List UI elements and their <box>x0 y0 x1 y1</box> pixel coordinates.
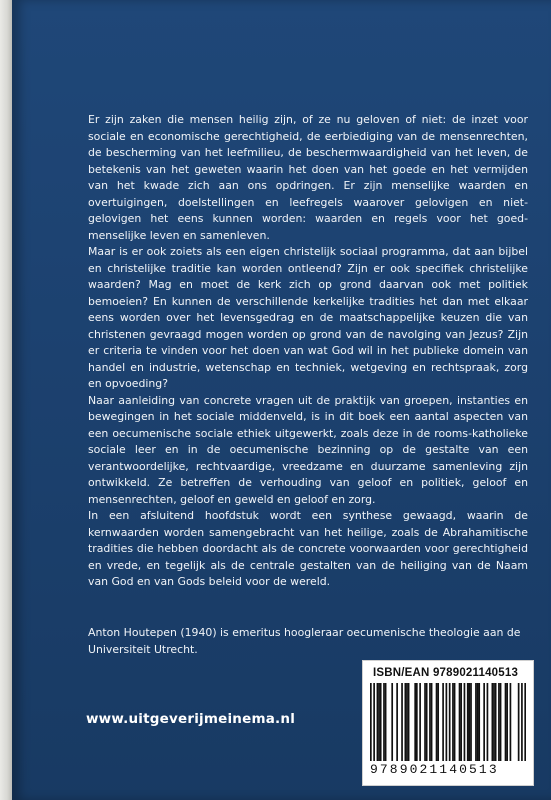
blurb-paragraph-4: In een afsluitend hoofdstuk wordt een synthese gewaagd, waarin de kernwaarden worden samengebracht van het heilige, zoals de Abrahamitische tradities die hebben doordacht als de concrete voorwaarden voor gerechtigheid en vrede, en tegelijk als de centrale gestalten van de heiliging van de Naam van God en van Gods beleid voor de wereld. <box>88 509 528 588</box>
barcode-bar <box>449 683 451 761</box>
barcode-bar <box>487 683 489 761</box>
barcode-bar <box>469 683 471 761</box>
barcode-bar <box>493 683 495 761</box>
barcode-sticker <box>362 660 534 786</box>
barcode-bar <box>483 683 485 761</box>
barcode-bar <box>414 683 416 761</box>
barcode-bar <box>385 683 387 761</box>
barcode-bar <box>454 683 456 761</box>
barcode-bar <box>442 683 444 761</box>
barcode-bar <box>391 683 393 761</box>
publisher-website: www.uitgeverijmeinema.nl <box>86 711 296 727</box>
barcode-bar <box>429 683 431 761</box>
barcode-bar <box>477 683 479 761</box>
barcode-image <box>370 683 526 761</box>
barcode-bar <box>478 683 480 761</box>
blurb-paragraph-1: Er zijn zaken die mensen heilig zijn, of ze nu geloven of niet: de inzet voor sociale en economische gerechtigheid, de eerbiediging van de mensenrechten, de bescherming van het leefmilieu, de beschermwaardigheid van het leven, de betekenis van het geweten waarin het doen van het goede en het vermijden van het kwade zich aan ons opdringen. Er zijn menselijke waarden en overtuigingen, doelstellingen en leefregels waarover gelovigen en niet-gelovigen het eens kunnen worden: waarden en regels voor het goed-menselijke leven en samenleven. <box>88 113 528 242</box>
barcode-bar <box>437 683 439 761</box>
barcode-bar <box>475 683 477 761</box>
barcode-bar <box>426 683 428 761</box>
barcode-bar <box>436 683 438 761</box>
barcode-bar <box>452 683 454 761</box>
barcode-bar <box>524 683 526 761</box>
isbn-label: ISBN/EAN 9789021140513 <box>373 667 519 679</box>
barcode-bar <box>419 683 421 761</box>
barcode-bar <box>495 683 497 761</box>
barcode-bar <box>377 683 379 761</box>
barcode-bar <box>373 683 375 761</box>
barcode-bar <box>506 683 508 761</box>
barcode-bar <box>460 683 462 761</box>
author-note: Anton Houtepen (1940) is emeritus hoogleraar oecumenische theologie aan de Universiteit Utrecht. <box>88 626 521 656</box>
barcode-bar <box>380 683 382 761</box>
barcode-bar <box>498 683 500 761</box>
barcode-bar <box>467 683 469 761</box>
barcode-bar <box>464 683 466 761</box>
barcode-bar <box>383 683 385 761</box>
barcode-bar <box>396 683 398 761</box>
barcode-bar <box>431 683 433 761</box>
barcode-bar <box>408 683 410 761</box>
barcode-bar <box>424 683 426 761</box>
barcode-bar <box>492 683 494 761</box>
barcode-digits: 9789021140513 <box>370 762 499 777</box>
page-edge <box>0 0 12 800</box>
barcode-bar <box>505 683 507 761</box>
blurb-text <box>88 112 528 591</box>
barcode-bar <box>446 683 448 761</box>
barcode-bar <box>404 683 406 761</box>
blurb-paragraph-2: Maar is er ook zoiets als een eigen christelijk sociaal programma, dat aan bijbel en christelijke traditie kan worden ontleend? Zijn er ook specifiek christelijke waarden? Mag en moet de kerk zich op grond daarvan ook met politiek bemoeien? En kunnen de verschillende kerkelijke tradities het dan met elkaar eens worden over het levensgedrag en de maatschappelijke keuzen die van christenen gevraagd mogen worden op grond van de navolging van Jezus? Zijn er criteria te vinden voor het doen van wat God wil in het publieke domein van handel en industrie, wetenschap en techniek, wetgeving en rechtspraak, zorg en opvoeding? <box>88 245 528 390</box>
barcode-bar <box>510 683 512 761</box>
barcode-bar <box>370 683 372 761</box>
barcode-bar <box>459 683 461 761</box>
barcode-bar <box>470 683 472 761</box>
barcode-bar <box>521 683 523 761</box>
blurb-paragraph-3: Naar aanleiding van concrete vragen uit de praktijk van groepen, instanties en bewegingen in het sociale middenveld, is in dit boek een aantal aspecten van een oecumenische sociale ethiek uitgewerkt, zoals deze in de rooms-katholieke sociale leer en in de oecumenische bezinning op de gestalte van een verantwoordelijke, rechtvaardige, vreedzame en duurzame samenleving zijn ontwikkeld. Ze betreffen de verhouding van geloof en politiek, geloof en mensenrechten, geloof en geweld en geloof en zorg. <box>88 393 528 506</box>
barcode-bar <box>416 683 418 761</box>
barcode-bar <box>500 683 502 761</box>
barcode-bar <box>401 683 403 761</box>
barcode-bar <box>406 683 408 761</box>
barcode-bar <box>518 683 520 761</box>
barcode-bar <box>378 683 380 761</box>
